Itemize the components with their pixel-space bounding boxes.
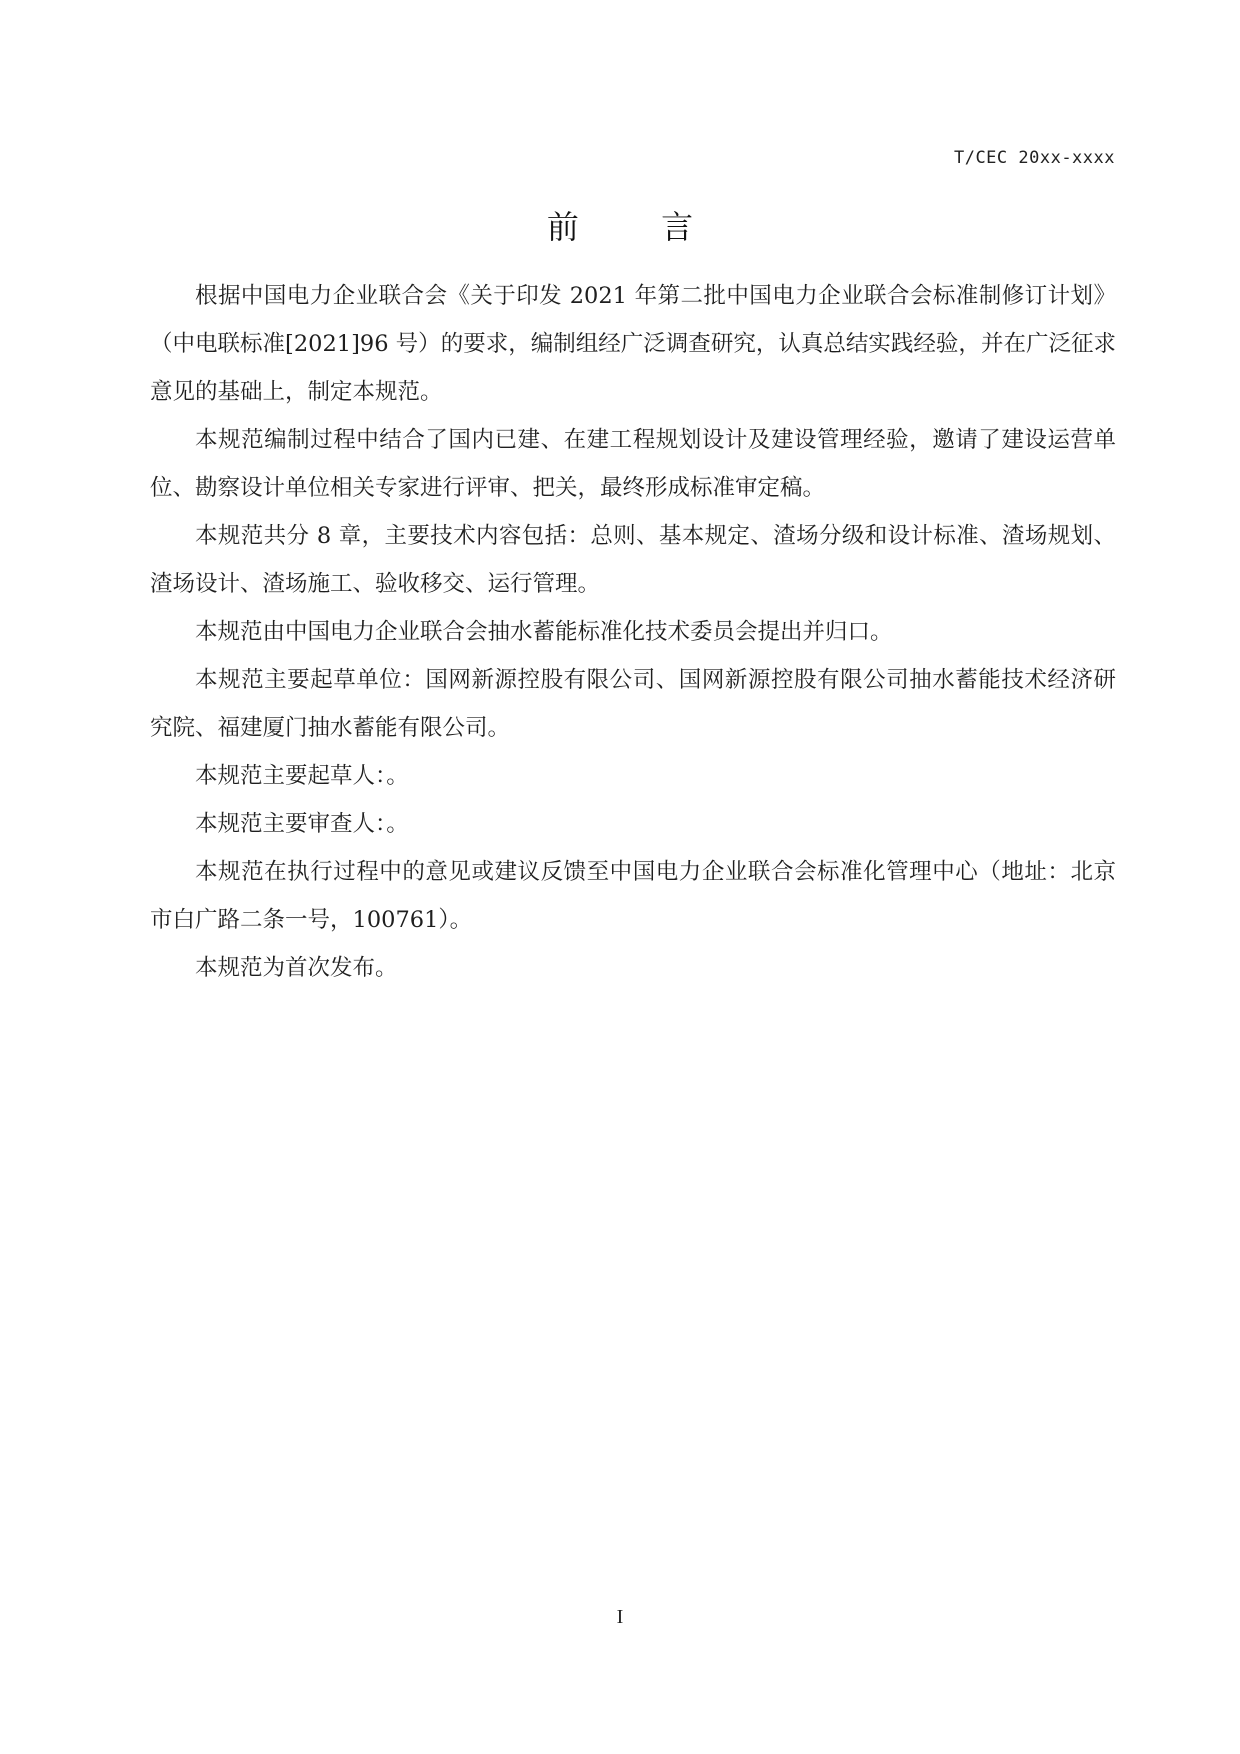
paragraph-proposer: 本规范由中国电力企业联合会抽水蓄能标准化技术委员会提出并归口。 xyxy=(195,619,893,645)
paragraph-compilation-process: 本规范编制过程中结合了国内已建、在建工程规划设计及建设管理经验，邀请了建设运营单位、勘察设计单位相关专家进行评审、把关，最终形成标准审定稿。 xyxy=(150,427,1116,501)
paragraph-chapters: 本规范共分 8 章，主要技术内容包括：总则、基本规定、渣场分级和设计标准、渣场规划、渣场设计、渣场施工、验收移交、运行管理。 xyxy=(150,523,1116,597)
page-number: I xyxy=(616,1606,624,1628)
paragraph-first-release: 本规范为首次发布。 xyxy=(195,955,398,981)
paragraph-plan-basis: 根据中国电力企业联合会《关于印发 2021 年第二批中国电力企业联合会标准制修订计划》（中电联标准[2021]96 号）的要求，编制组经广泛调查研究，认真总结实践经验，并在广泛征求意见的基础上，制定本规范。 xyxy=(150,283,1116,405)
paragraph-drafters: 本规范主要起草人：。 xyxy=(195,763,409,789)
paragraph-feedback: 本规范在执行过程中的意见或建议反馈至中国电力企业联合会标准化管理中心（地址：北京市白广路二条一号，100761）。 xyxy=(150,859,1116,933)
paragraph-drafting-units: 本规范主要起草单位：国网新源控股有限公司、国网新源控股有限公司抽水蓄能技术经济研究院、福建厦门抽水蓄能有限公司。 xyxy=(150,667,1116,741)
page-title: 前 言 xyxy=(546,208,730,246)
foreword-body xyxy=(150,272,1116,992)
document-code: T/CEC 20xx-xxxx xyxy=(953,148,1115,168)
paragraph-reviewers: 本规范主要审查人：。 xyxy=(195,811,409,837)
